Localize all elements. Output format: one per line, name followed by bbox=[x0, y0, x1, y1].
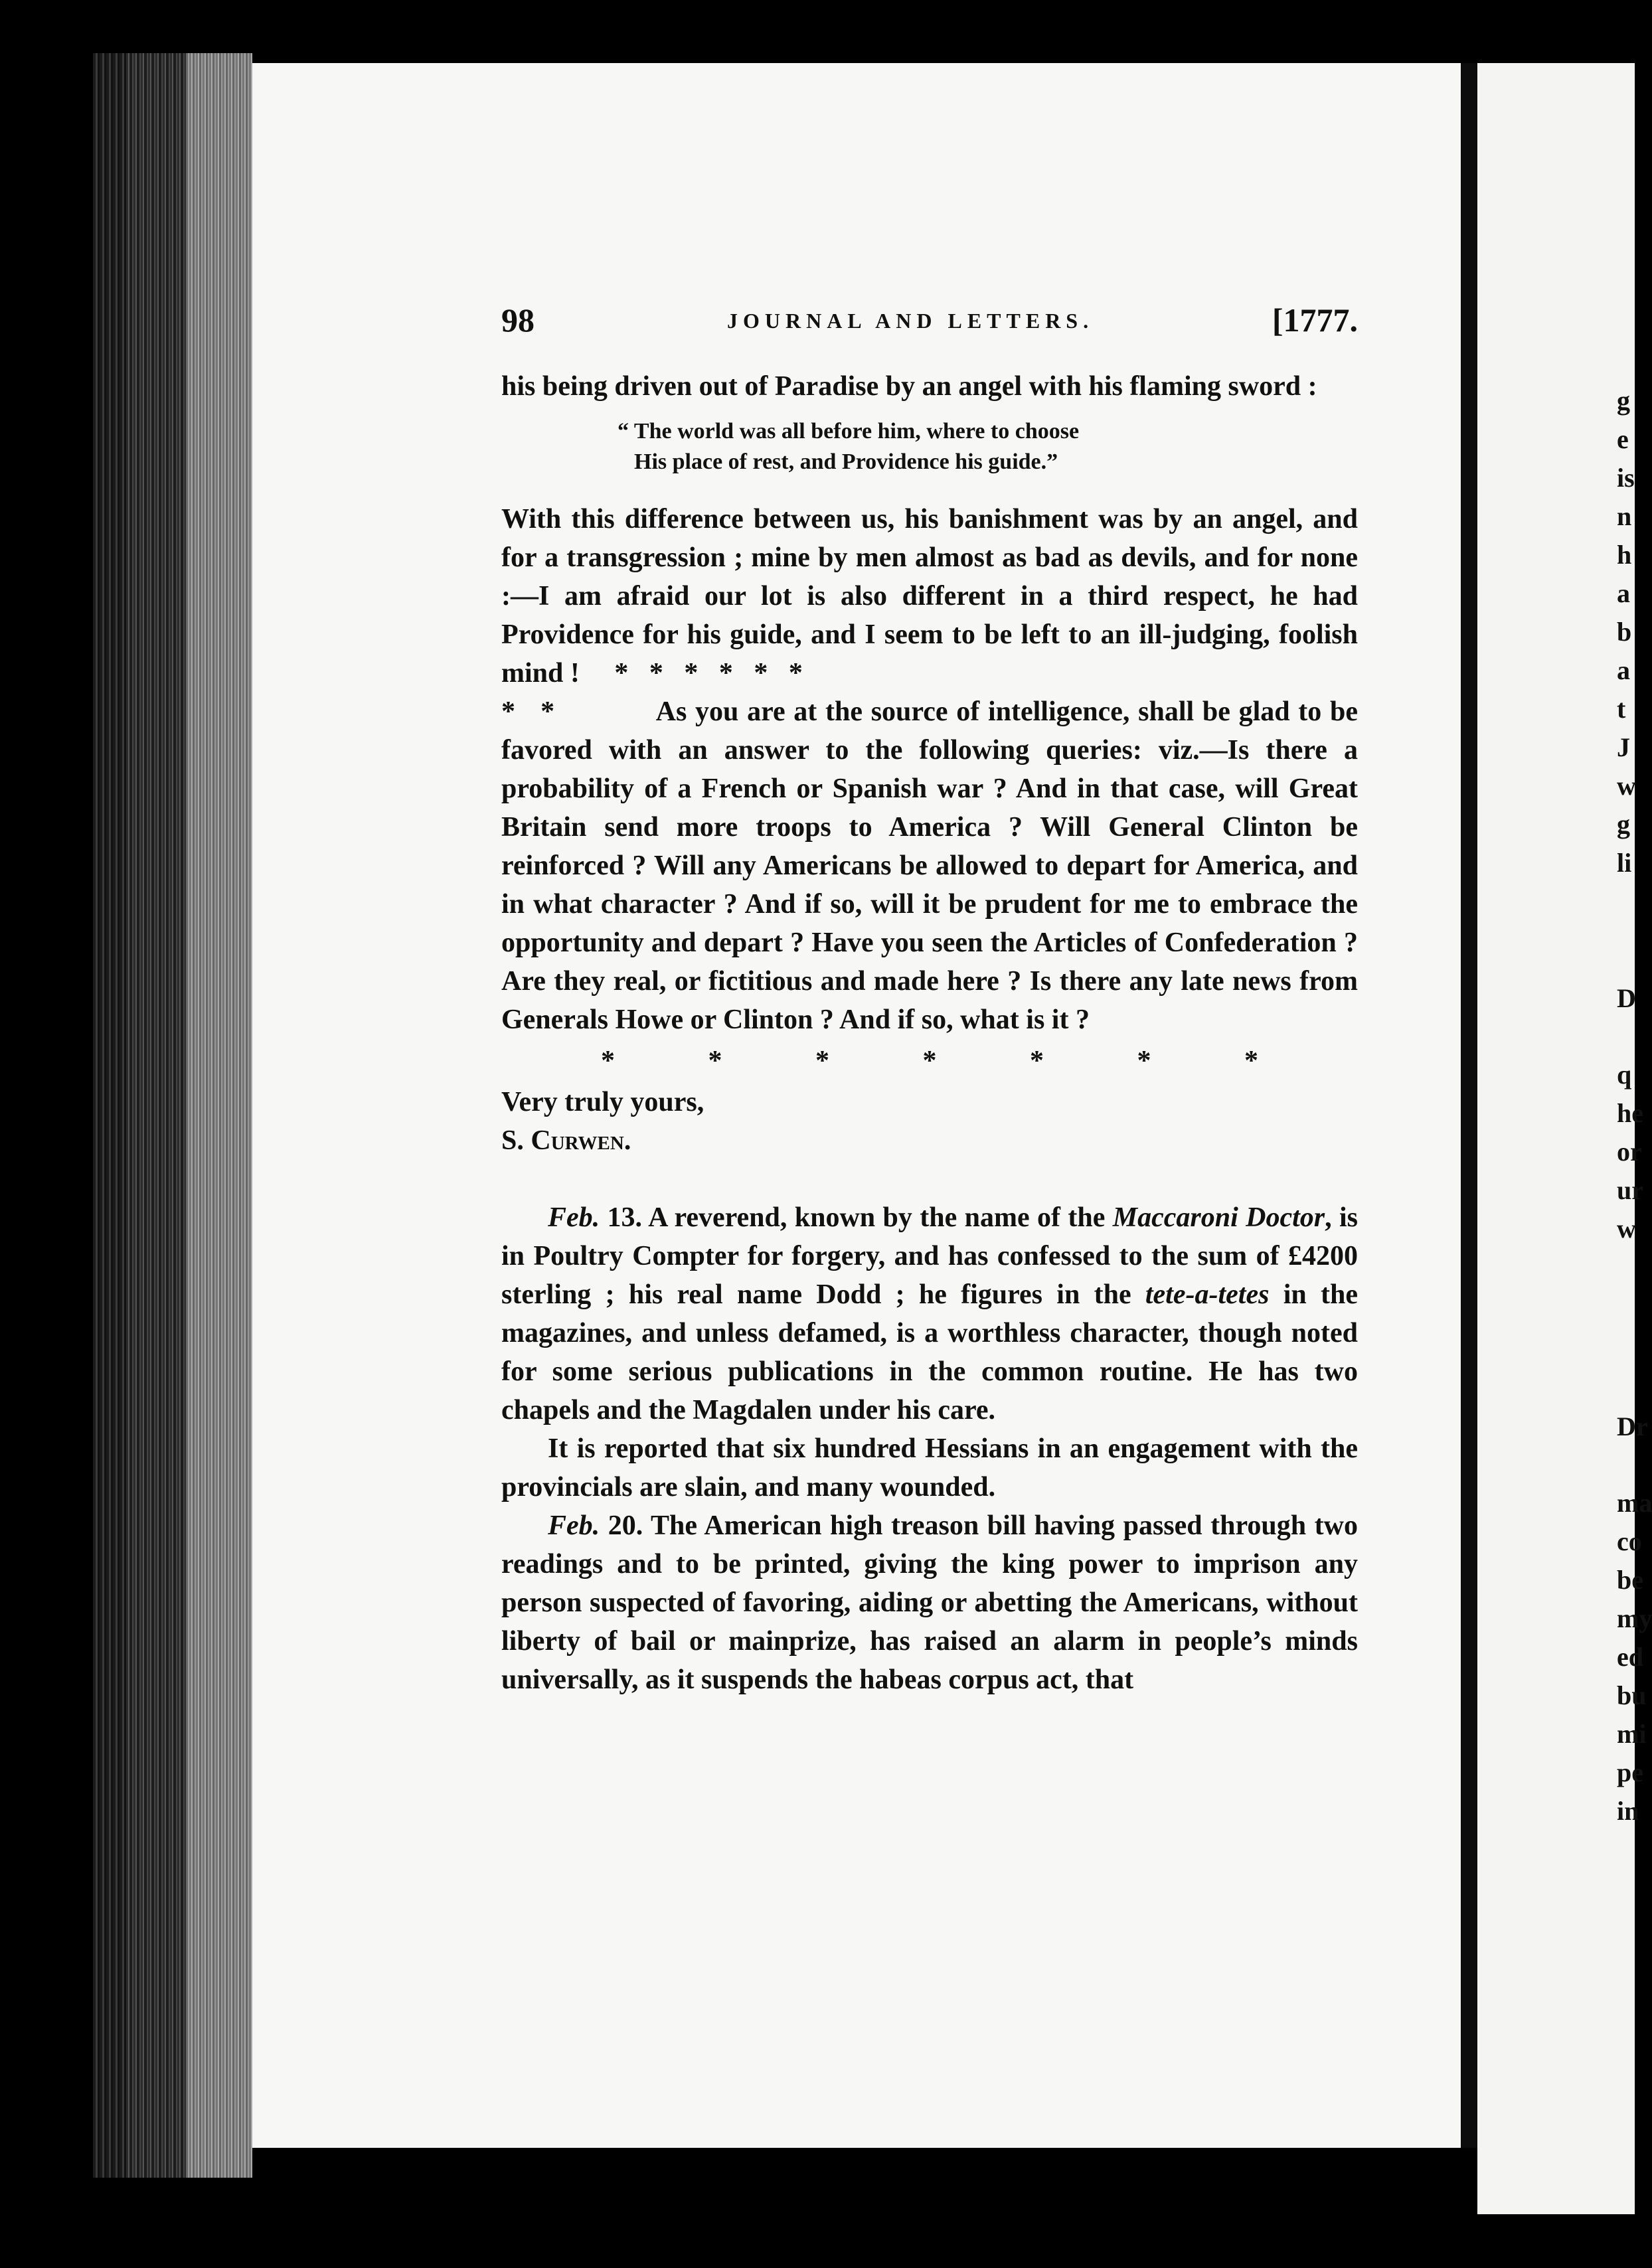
next-line: ur bbox=[1617, 1175, 1643, 1205]
star: * bbox=[1137, 1046, 1151, 1076]
journal-entry-feb13 bbox=[501, 1198, 1358, 1429]
next-line: g bbox=[1617, 809, 1630, 839]
next-line: q bbox=[1617, 1060, 1632, 1090]
star: * bbox=[815, 1046, 829, 1076]
letter-lead: his being driven out of Paradise by an angel with his flaming sword : bbox=[501, 371, 1317, 402]
page-number: 98 bbox=[501, 301, 535, 339]
ellipsis-stars: * * * * * * bbox=[614, 658, 803, 688]
quote-line: “ The world was all before him, where to choose bbox=[618, 419, 1080, 444]
next-heading: D bbox=[1617, 983, 1636, 1013]
next-line: he bbox=[1617, 1098, 1643, 1128]
next-line: e bbox=[1617, 424, 1629, 454]
ellipsis-stars: * * bbox=[501, 696, 555, 727]
next-line: ed bbox=[1617, 1642, 1643, 1672]
entry-day: 20. bbox=[600, 1510, 643, 1541]
next-line: h bbox=[1617, 540, 1632, 570]
next-line: li bbox=[1617, 848, 1632, 878]
book-edge-dark bbox=[93, 53, 126, 2178]
journal-entry-hessians: It is reported that six hundred Hessians in an engagement with the provincials are slain, and many wounded. bbox=[501, 1433, 1358, 1502]
book-edge-light bbox=[186, 53, 252, 2178]
next-line: a bbox=[1617, 578, 1630, 608]
next-line: mi bbox=[1617, 1719, 1647, 1749]
milton-quote bbox=[618, 416, 1358, 477]
journal-entry-feb20 bbox=[501, 1506, 1358, 1699]
entry-month: Feb. bbox=[548, 1510, 600, 1541]
next-line: my bbox=[1617, 1603, 1652, 1633]
letter-paragraph bbox=[501, 692, 1358, 1039]
star: * bbox=[1244, 1046, 1258, 1076]
running-title: JOURNAL AND LETTERS. bbox=[727, 309, 1094, 333]
next-line: pe bbox=[1617, 1757, 1643, 1787]
star: * bbox=[922, 1046, 937, 1076]
next-line: be bbox=[1617, 1565, 1643, 1595]
next-line: w bbox=[1617, 1214, 1636, 1244]
star: * bbox=[1030, 1046, 1044, 1076]
paragraph-text: As you are at the source of intelligence, shall be glad to be favored with an answer to the following queries: viz.—Is there a probability of a French or Spanish war ? And in that case, will Great Britain send more troops to America ? Will General Clinton be reinforced ? Will any Americans be allowed to depart for America, and in what character ? And if so, will it be prudent for me to embrace the opportunity and depart ? Have you seen the Articles of Confederation ? Are they real, or fictitious and made here ? Is there any late news from Generals Howe or Clinton ? And if so, what is it ? bbox=[501, 696, 1359, 1035]
next-line: ma bbox=[1617, 1488, 1652, 1518]
ellipsis-stars-row bbox=[501, 1042, 1358, 1080]
next-line: or bbox=[1617, 1137, 1642, 1167]
right-page-fragment bbox=[1477, 63, 1652, 2214]
next-line: a bbox=[1617, 655, 1630, 685]
entry-month: Feb. bbox=[548, 1202, 600, 1233]
letter-closing: Very truly yours, bbox=[501, 1087, 704, 1117]
next-line: is bbox=[1617, 463, 1635, 493]
entry-text: , is in Poultry Compter for forgery, and has confessed to the sum of £4200 sterling ; his real name Dodd ; he figures in the bbox=[501, 1202, 1358, 1310]
next-line: bu bbox=[1617, 1680, 1647, 1710]
star: * bbox=[601, 1046, 615, 1076]
next-line: t bbox=[1617, 694, 1626, 724]
entry-day: 13. bbox=[600, 1202, 643, 1233]
entry-italic: tete-a-tetes bbox=[1145, 1279, 1270, 1310]
letter-paragraph bbox=[501, 500, 1358, 692]
next-heading: Dr bbox=[1617, 1412, 1648, 1441]
book-gutter bbox=[1461, 63, 1477, 2148]
next-line: g bbox=[1617, 386, 1630, 416]
page-body bbox=[501, 367, 1358, 1699]
book-edge-mid bbox=[126, 53, 186, 2178]
next-line: w bbox=[1617, 771, 1636, 801]
letter-signature: S. Curwen. bbox=[501, 1125, 631, 1156]
entry-italic: Maccaroni Doctor bbox=[1112, 1202, 1325, 1233]
star: * bbox=[708, 1046, 722, 1076]
entry-text: The American high treason bill having passed through two readings and to be printed, giving the king power to imprison any person suspected of favoring, aiding or abetting the Americans, without liberty of bail or mainprize, has raised an alarm in people’s minds universally, as it suspends the habeas corpus act, that bbox=[501, 1510, 1358, 1695]
next-line: in bbox=[1617, 1796, 1639, 1826]
next-line: J bbox=[1617, 732, 1630, 762]
entry-text: A reverend, known by the name of the bbox=[642, 1202, 1113, 1233]
running-year: [1777. bbox=[1272, 301, 1358, 339]
entry-text: in the magazines, and unless defamed, is a worthless character, though noted for some serious publications in the common routine. He has two chapels and the Magdalen under his care. bbox=[501, 1279, 1359, 1425]
spacer bbox=[501, 1160, 1358, 1198]
next-line: b bbox=[1617, 617, 1632, 647]
quote-line: His place of rest, and Providence his guide.” bbox=[634, 449, 1058, 474]
running-head bbox=[501, 301, 1358, 341]
next-line: co bbox=[1617, 1526, 1642, 1556]
paragraph-text: With this difference between us, his banishment was by an angel, and for a transgression ; mine by men almost as bad as devils, and for none :—I am afraid our lot is also different in a third respect, he had Providence for his guide, and I seem to be left to an ill-judging, foolish mind ! bbox=[501, 504, 1358, 688]
next-line: n bbox=[1617, 501, 1632, 531]
